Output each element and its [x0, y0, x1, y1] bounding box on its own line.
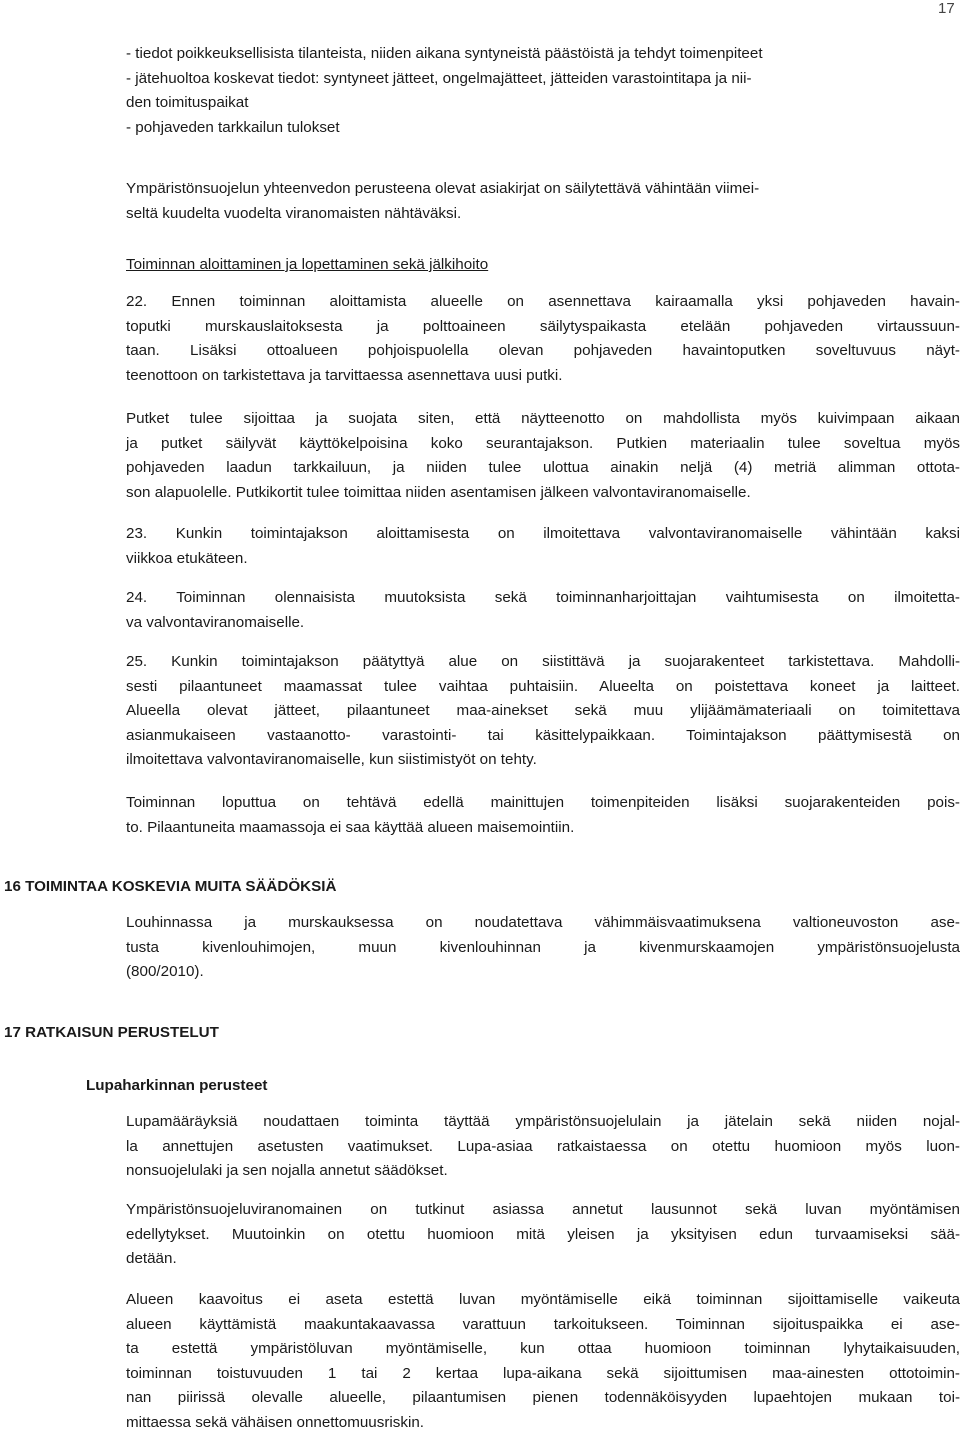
paragraph-line: Alueen kaavoitus ei aseta estettä luvan myöntämiselle eikä toiminnan sijoittamiselle vaikeuta — [126, 1291, 960, 1308]
section-17-paragraph-2 — [126, 1198, 960, 1272]
paragraph-25 — [126, 650, 960, 773]
intro-bullet-list — [126, 42, 960, 140]
paragraph-line: to. Pilaantuneita maamassoja ei saa käyttää alueen maisemointiin. — [126, 818, 575, 836]
paragraph-line: seltä kuudelta vuodelta viranomaisten nähtäväksi. — [126, 204, 462, 222]
section-17-paragraph-1 — [126, 1110, 960, 1184]
paragraph-24 — [126, 586, 960, 635]
paragraph-line: Toiminnan loputtua on tehtävä edellä mainittujen toimenpiteiden lisäksi suojarakenteiden pois- — [126, 794, 960, 811]
paragraph-line: nonsuojelulaki ja sen nojalla annetut säädökset. — [126, 1162, 448, 1179]
paragraph-line: toputki murskauslaitoksesta ja polttoaineen säilytyspaikasta etelään pohjaveden virtaussuun- — [126, 317, 960, 335]
paragraph-line: la annettujen asetusten vaatimukset. Lupa-asiaa ratkaistaessa on otettu huomioon myös luon- — [126, 1137, 960, 1155]
section-17-subheading: Lupaharkinnan perusteet — [86, 1077, 268, 1094]
paragraph-line: tusta kivenlouhimojen, muun kivenlouhinnan ja kivenmurskaamojen ympäristönsuojelusta — [126, 938, 960, 956]
bullet-line: - jätehuoltoa koskevat tiedot: syntyneet jätteet, ongelmajätteet, jätteiden varastointitapa ja nii- — [126, 69, 752, 87]
paragraph-line: 22. Ennen toiminnan aloittamista alueelle on asennettava kairaamalla yksi pohjaveden havain- — [126, 293, 960, 310]
paragraph-line: 23. Kunkin toimintajakson aloittamisesta on ilmoitettava valvontaviranomaiselle vähintään kaksi — [126, 525, 960, 542]
paragraph-line: pohjaveden laadun tarkkailuun, ja niiden tulee ulottua ainakin neljä (4) metriä alimman ottota- — [126, 459, 960, 476]
paragraph-line: detään. — [126, 1250, 177, 1267]
paragraph-22 — [126, 290, 960, 388]
paragraph-line: ja putket säilyvät käyttökelpoisina koko seurantajakson. Putkien materiaalin tulee soveltua myös — [126, 434, 960, 452]
paragraph-line: asianmukaiseen vastaanotto- varastointi- tai käsittelypaikkaan. Toimintajakson päättymisestä on — [126, 726, 960, 744]
paragraph-line: 25. Kunkin toimintajakson päätyttyä alue on siistittävä ja suojarakenteet tarkistettava. Mahdolli- — [126, 653, 960, 670]
section-16-text — [126, 911, 960, 985]
paragraph-line: Alueella olevat jätteet, pilaantuneet maa-ainekset sekä muu ylijäämämateriaali on toimitettava — [126, 702, 960, 719]
paragraph-line: ilmoitettava valvontaviranomaiselle, kun siistimistyöt on tehty. — [126, 751, 537, 768]
paragraph-line: teenottoon on tarkistettava ja tarvittaessa asennettava uusi putki. — [126, 366, 563, 384]
paragraph-line: Ympäristönsuojeluviranomainen on tutkinut asiassa annetut lausunnot sekä luvan myöntämisen — [126, 1201, 960, 1218]
paragraph-closing — [126, 791, 960, 840]
bullet-line: - tiedot poikkeuksellisista tilanteista, niiden aikana syntyneistä päästöistä ja tehdyt toimenpiteet — [126, 45, 763, 62]
section-17-heading: 17 RATKAISUN PERUSTELUT — [4, 1024, 219, 1041]
paragraph-line: Ympäristönsuojelun yhteenvedon perusteena olevat asiakirjat on säilytettävä vähintään viimei- — [126, 180, 760, 197]
paragraph-pipes — [126, 407, 960, 505]
paragraph-line: ta estettä ympäristöluvan myöntämiselle, kun ottaa huomioon toiminnan lyhytaikaisuuden, — [126, 1340, 960, 1357]
paragraph-line: taan. Lisäksi ottoalueen pohjoispuolella olevan pohjaveden havaintoputken soveltuvuus näyt- — [126, 342, 960, 359]
paragraph-line: edellytykset. Muutoinkin on otettu huomioon mitä yleisen ja yksityisen edun turvaamiseksi sää- — [126, 1225, 960, 1243]
paragraph-line: alueen käyttämistä maakuntakaavassa varattuun tarkoitukseen. Toiminnan sijoituspaikka ei ase- — [126, 1315, 960, 1333]
bullet-line: - pohjaveden tarkkailun tulokset — [126, 118, 340, 136]
paragraph-line: 24. Toiminnan olennaisista muutoksista sekä toiminnanharjoittajan vaihtumisesta on ilmoitetta- — [126, 589, 960, 606]
paragraph-line: sesti pilaantuneet maamassat tulee vaihtaa puhtaisiin. Alueelta on poistettava koneet ja laitteet. — [126, 677, 960, 695]
subheading-start-end-aftercare: Toiminnan aloittaminen ja lopettaminen sekä jälkihoito — [126, 256, 489, 273]
paragraph-line: toiminnan toistuvuuden 1 tai 2 kertaa lupa-aikana sekä sijoittumisen maa-ainesten ottotoimin- — [126, 1364, 960, 1382]
paragraph-line: nan piirissä olevalle alueelle, pilaantumisen pienen todennäköisyyden lupaehtojen mukaan toi- — [126, 1389, 960, 1406]
paragraph-line: mittaessa sekä vähäisen onnettomuusriskin. — [126, 1413, 424, 1431]
paragraph-23 — [126, 522, 960, 571]
paragraph-line: Louhinnassa ja murskauksessa on noudatettava vähimmäisvaatimuksena valtioneuvoston ase- — [126, 914, 960, 931]
section-16-heading: 16 TOIMINTAA KOSKEVIA MUITA SÄÄDÖKSIÄ — [4, 878, 337, 895]
section-17-paragraph-3 — [126, 1288, 960, 1435]
paragraph-line: va valvontaviranomaiselle. — [126, 613, 305, 631]
archive-paragraph — [126, 177, 960, 226]
paragraph-line: (800/2010). — [126, 963, 204, 980]
paragraph-line: Lupamääräyksiä noudattaen toiminta täyttää ympäristönsuojelulain ja jätelain sekä niiden nojal- — [126, 1113, 960, 1130]
bullet-line: den toimituspaikat — [126, 94, 249, 111]
page-number: 17 — [938, 0, 955, 17]
paragraph-line: son alapuolelle. Putkikortit tulee toimittaa niiden asentamisen jälkeen valvontaviranomaiselle. — [126, 483, 751, 501]
paragraph-line: Putket tulee sijoittaa ja suojata siten, että näytteenotto on mahdollista myös kuivimpaan aikaan — [126, 410, 960, 427]
paragraph-line: viikkoa etukäteen. — [126, 549, 248, 567]
